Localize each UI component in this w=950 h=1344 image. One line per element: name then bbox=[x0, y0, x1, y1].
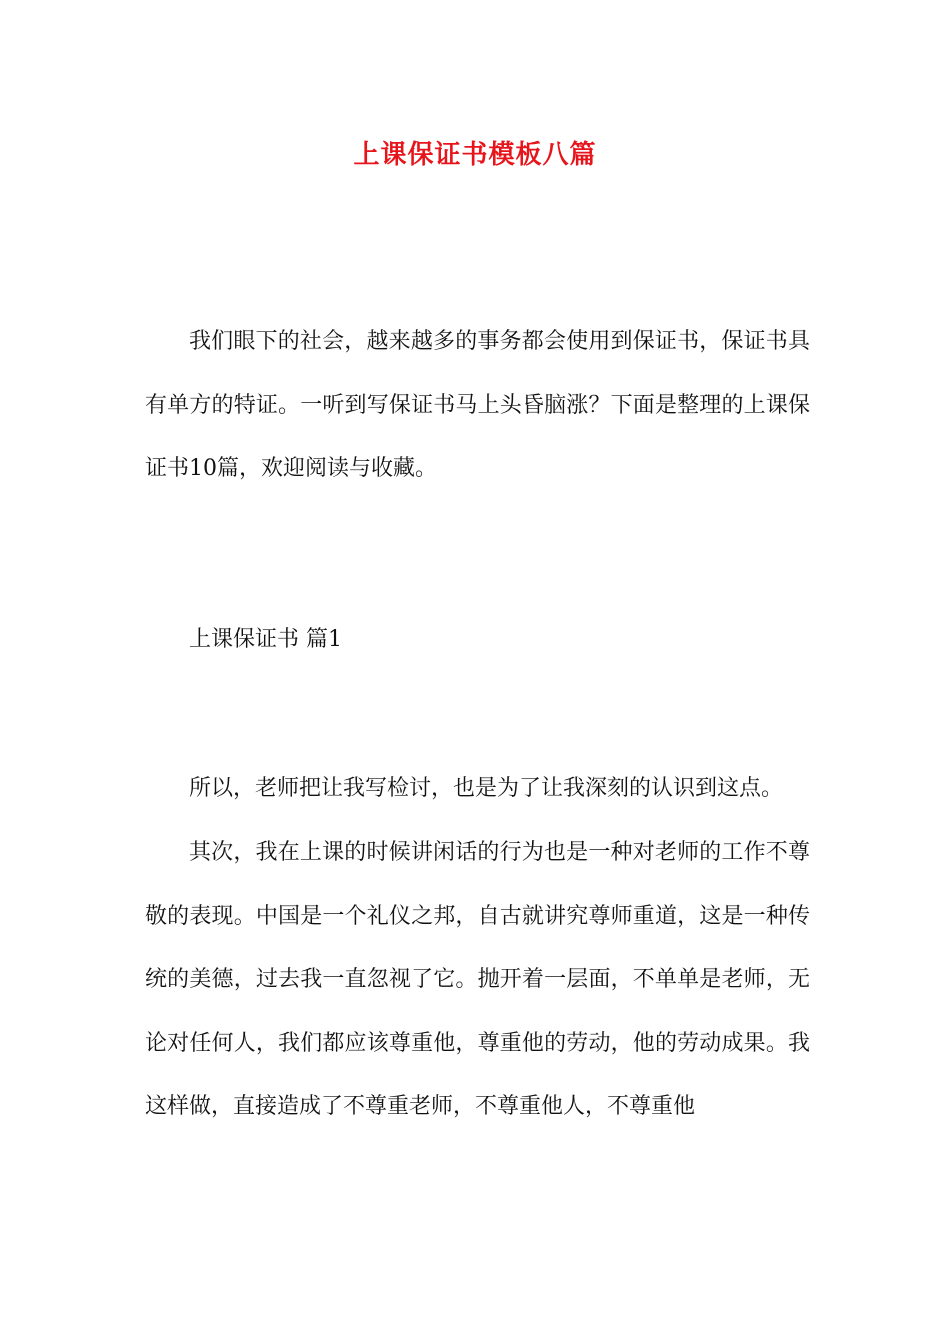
intro-paragraph: 我们眼下的社会，越来越多的事务都会使用到保证书，保证书具有单方的特证。一听到写保证书马上头昏脑涨？下面是整理的上课保证书10篇，欢迎阅读与收藏。 bbox=[145, 329, 810, 481]
body-paragraph-2: 其次，我在上课的时候讲闲话的行为也是一种对老师的工作不尊敬的表现。中国是一个礼仪之邦，自古就讲究尊师重道，这是一种传统的美德，过去我一直忽视了它。抛开着一层面，不单单是老师，无论对任何人，我们都应该尊重他，尊重他的劳动，他的劳动成果。我这样做，直接造成了不尊重老师，不尊重他人，不尊重他 bbox=[145, 840, 810, 1119]
document-title: 上课保证书模板八篇 bbox=[353, 140, 597, 170]
section-heading: 上课保证书 篇1 bbox=[189, 627, 342, 652]
body-paragraph-1: 所以，老师把让我写检讨，也是为了让我深刻的认识到这点。 bbox=[189, 776, 784, 801]
